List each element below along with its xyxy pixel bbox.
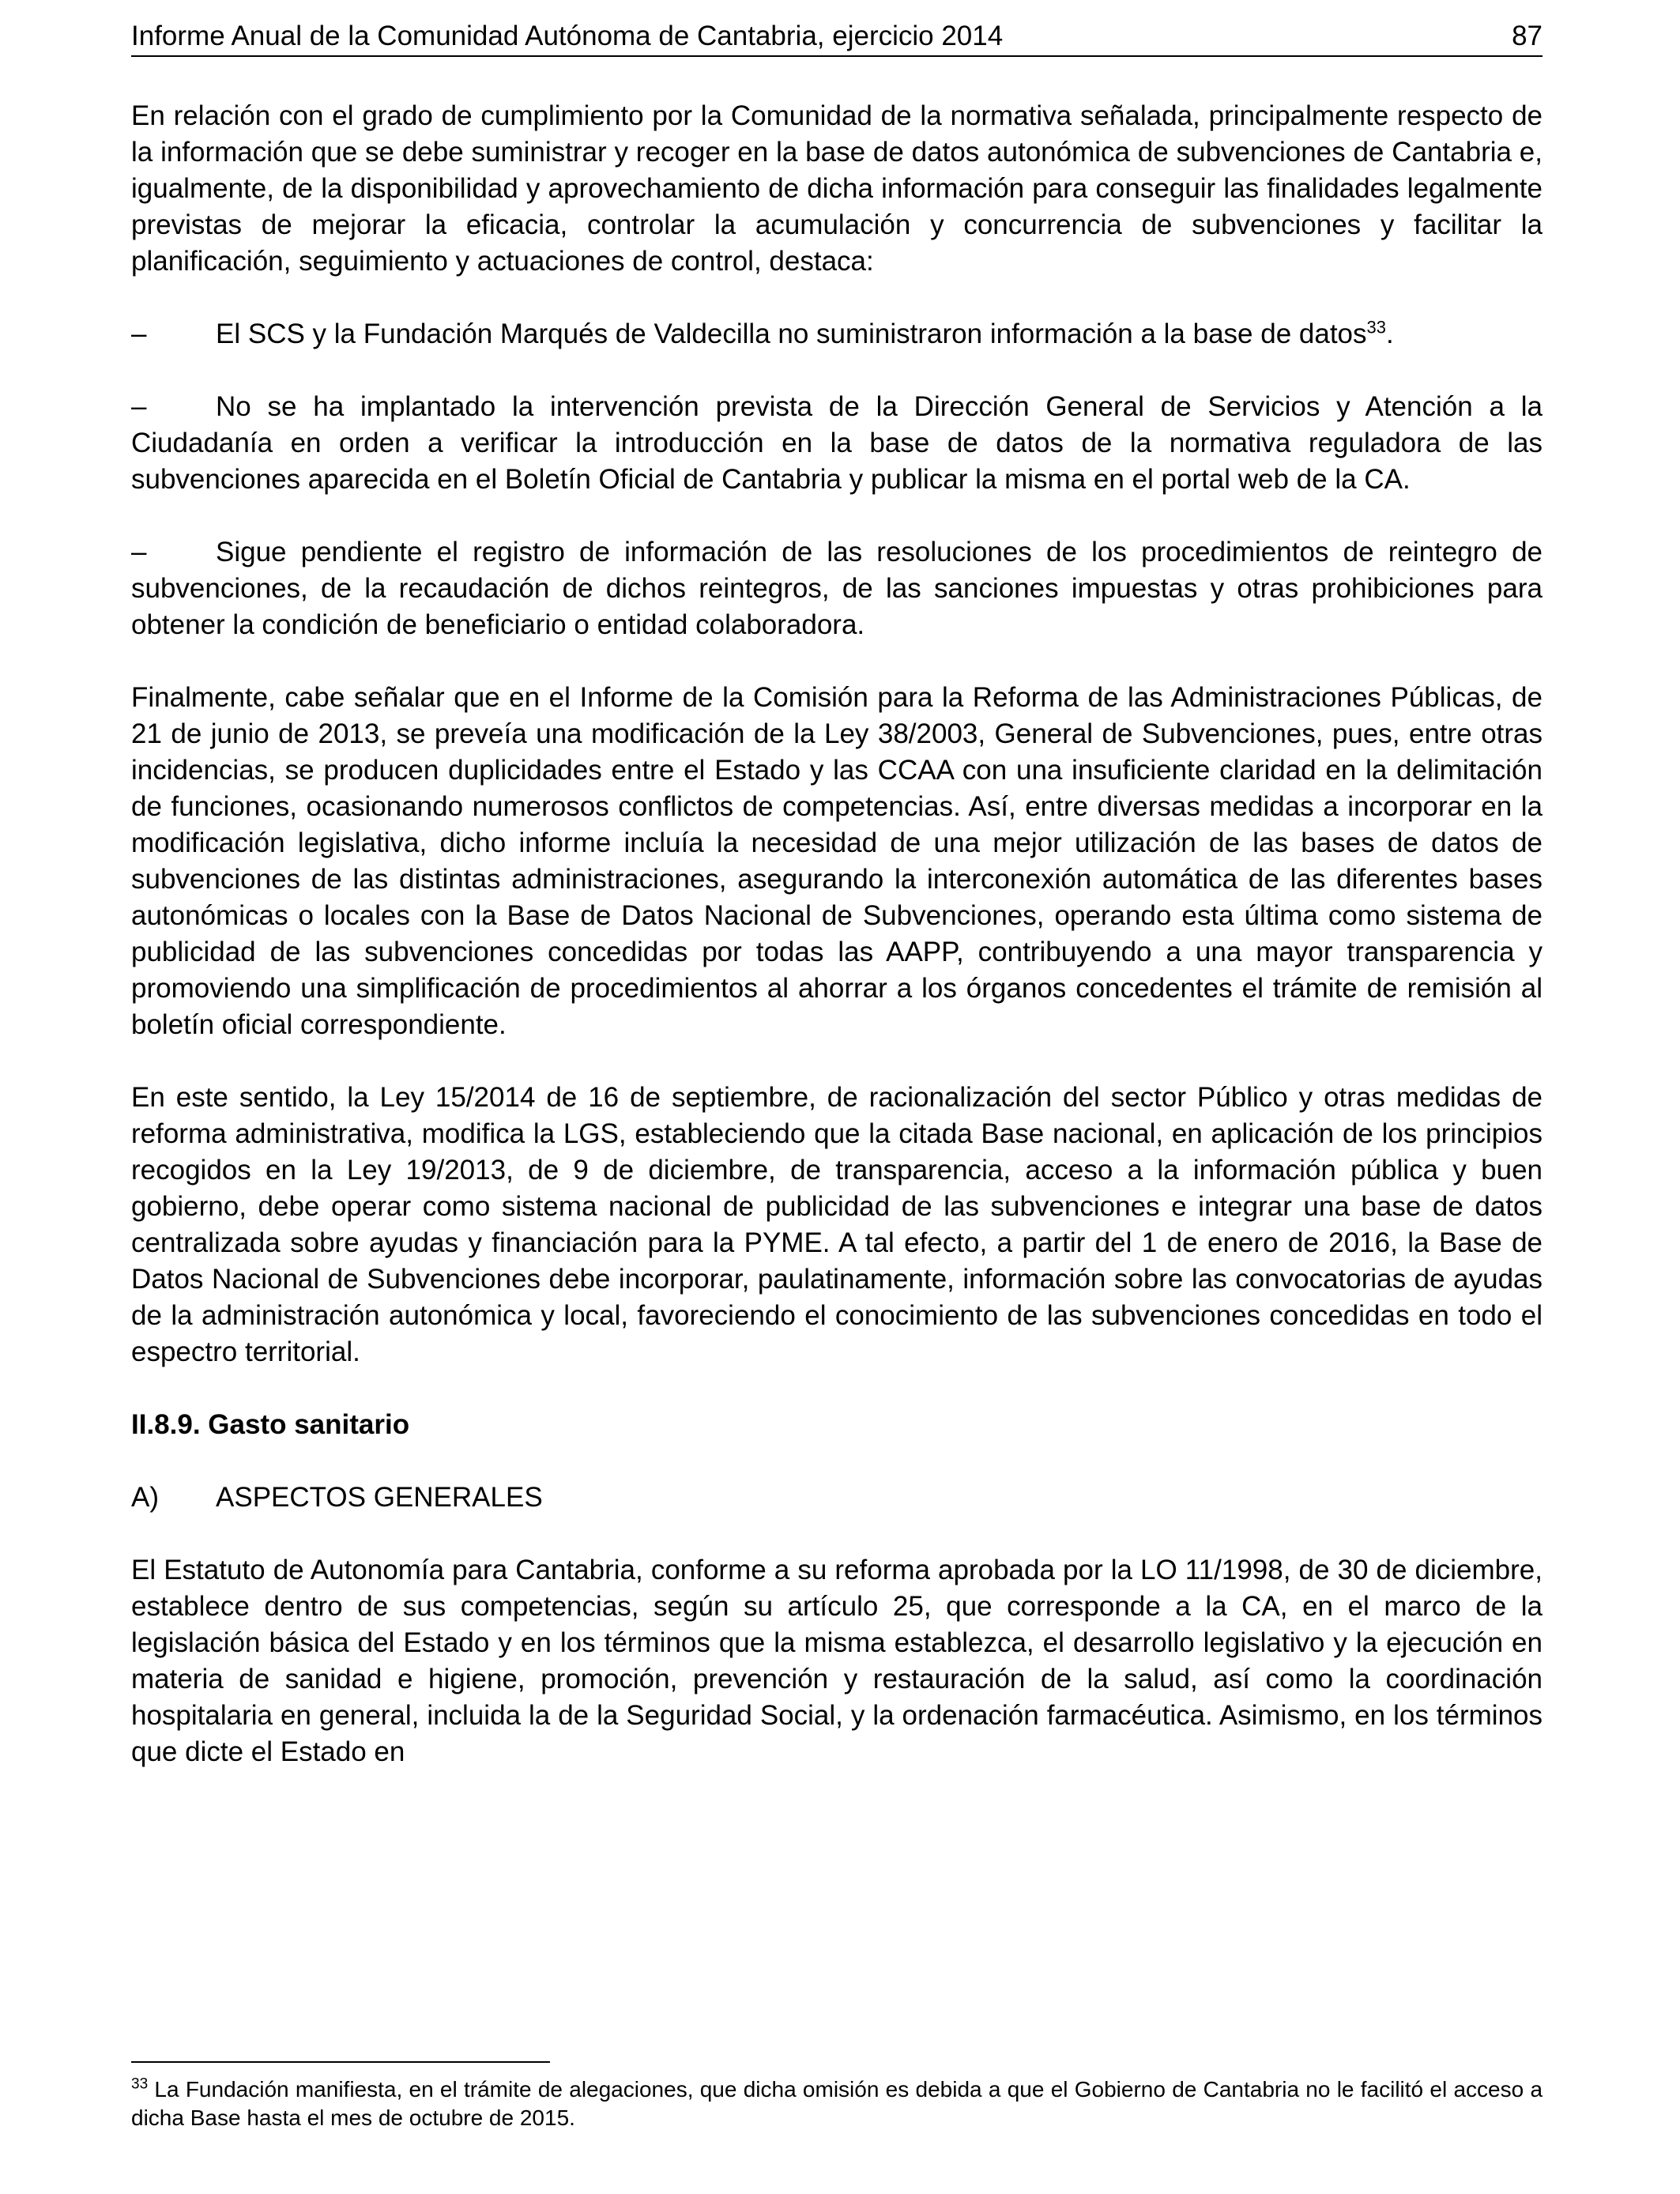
header-title: Informe Anual de la Comunidad Autónoma de Cantabria, ejercicio 2014 (131, 21, 1004, 51)
bullet-text: Sigue pendiente el registro de información de las resoluciones de los procedimientos de reintegro de subvenciones, de la recaudación de dichos reintegros, de las sanciones impuestas y otras prohibiciones para obtener la condición de beneficiario o entidad colaboradora. (131, 537, 1543, 640)
bullet-text: El SCS y la Fundación Marqués de Valdecilla no suministraron información a la base de datos (216, 319, 1367, 349)
paragraph-en-este-sentido: En este sentido, la Ley 15/2014 de 16 de septiembre, de racionalización del sector Público y otras medidas de reforma administrativa, modifica la LGS, estableciendo que la citada Base nacional, en aplicación de los principios recogidos en la Ley 19/2013, de 9 de diciembre, de transparencia, acceso a la información pública y buen gobierno, debe operar como sistema nacional de publicidad de las subvenciones e integrar una base de datos centralizada sobre ayudas y financiación para la PYME. A tal efecto, a partir del 1 de enero de 2016, la Base de Datos Nacional de Subvenciones debe incorporar, paulatinamente, información sobre las convocatorias de ayudas de la administración autonómica y local, favoreciendo el conocimiento de las subvenciones concedidas en todo el espectro territorial. (131, 1082, 1543, 1367)
footnote-reference[interactable]: 33 (1366, 317, 1387, 337)
bullet-item (131, 389, 1543, 498)
intro-paragraph: En relación con el grado de cumplimiento por la Comunidad de la normativa señalada, principalmente respecto de la información que se debe suministrar y recoger en la base de datos autonómica de subvenciones de Cantabria e, igualmente, de la disponibilidad y aprovechamiento de dicha información para conseguir las finalidades legalmente previstas de mejorar la eficacia, controlar la acumulación y concurrencia de subvenciones y facilitar la planificación, seguimiento y actuaciones de control, destaca: (131, 100, 1543, 277)
subsection-title: ASPECTOS GENERALES (216, 1482, 543, 1513)
bullet-dash-icon: – (131, 391, 147, 422)
body-content (131, 98, 1543, 1807)
bullet-dash-icon: – (131, 537, 147, 567)
bullet-item (131, 534, 1543, 643)
page-number: 87 (1512, 21, 1543, 51)
section-heading: II.8.9. Gasto sanitario (131, 1409, 410, 1440)
paragraph-finalmente: Finalmente, cabe señalar que en el Informe de la Comisión para la Reforma de las Administraciones Públicas, de 21 de junio de 2013, se preveía una modificación de la Ley 38/2003, General de Subvenciones, pues, entre otras incidencias, se producen duplicidades entre el Estado y las CCAA con una insuficiente claridad en la delimitación de funciones, ocasionando numerosos conflictos de competencias. Así, entre diversas medidas a incorporar en la modificación legislativa, dicho informe incluía la necesidad de una mejor utilización de las bases de datos de subvenciones de las distintas administraciones, asegurando la interconexión automática de las diferentes bases autonómicas o locales con la Base de Datos Nacional de Subvenciones, operando esta última como sistema de publicidad de las subvenciones concedidas por todas las AAPP, contribuyendo a una mayor transparencia y promoviendo una simplificación de procedimientos al ahorrar a los órganos concedentes el trámite de remisión al boletín oficial correspondiente. (131, 682, 1543, 1040)
bullet-item (131, 316, 1543, 352)
subsection-letter: A) (131, 1482, 159, 1513)
page-header (131, 17, 1543, 57)
footnote-text: La Fundación manifiesta, en el trámite de alegaciones, que dicha omisión es debida a que el Gobierno de Cantabria no le facilitó el acceso a dicha Base hasta el mes de octubre de 2015. (131, 2077, 1543, 2130)
bullet-text-end: . (1386, 319, 1394, 349)
bullet-dash-icon: – (131, 319, 147, 349)
footnote-number: 33 (131, 2075, 149, 2093)
subsection-heading (131, 1480, 1543, 1516)
bullet-text: No se ha implantado la intervención prevista de la Dirección General de Servicios y Atención a la Ciudadanía en orden a verificar la introducción en la base de datos de la normativa reguladora de las subvenciones aparecida en el Boletín Oficial de Cantabria y publicar la misma en el portal web de la CA. (131, 391, 1543, 495)
footnote (131, 2075, 1543, 2132)
footnote-divider (131, 2061, 550, 2063)
paragraph-estatuto: El Estatuto de Autonomía para Cantabria, conforme a su reforma aprobada por la LO 11/1998, de 30 de diciembre, establece dentro de sus competencias, según su artículo 25, que corresponde a la CA, en el marco de la legislación básica del Estado y en los términos que la misma establezca, el desarrollo legislativo y la ejecución en materia de sanidad e higiene, promoción, prevención y restauración de la salud, así como la coordinación hospitalaria en general, incluida la de la Seguridad Social, y la ordenación farmacéutica. Asimismo, en los términos que dicte el Estado en (131, 1555, 1543, 1767)
